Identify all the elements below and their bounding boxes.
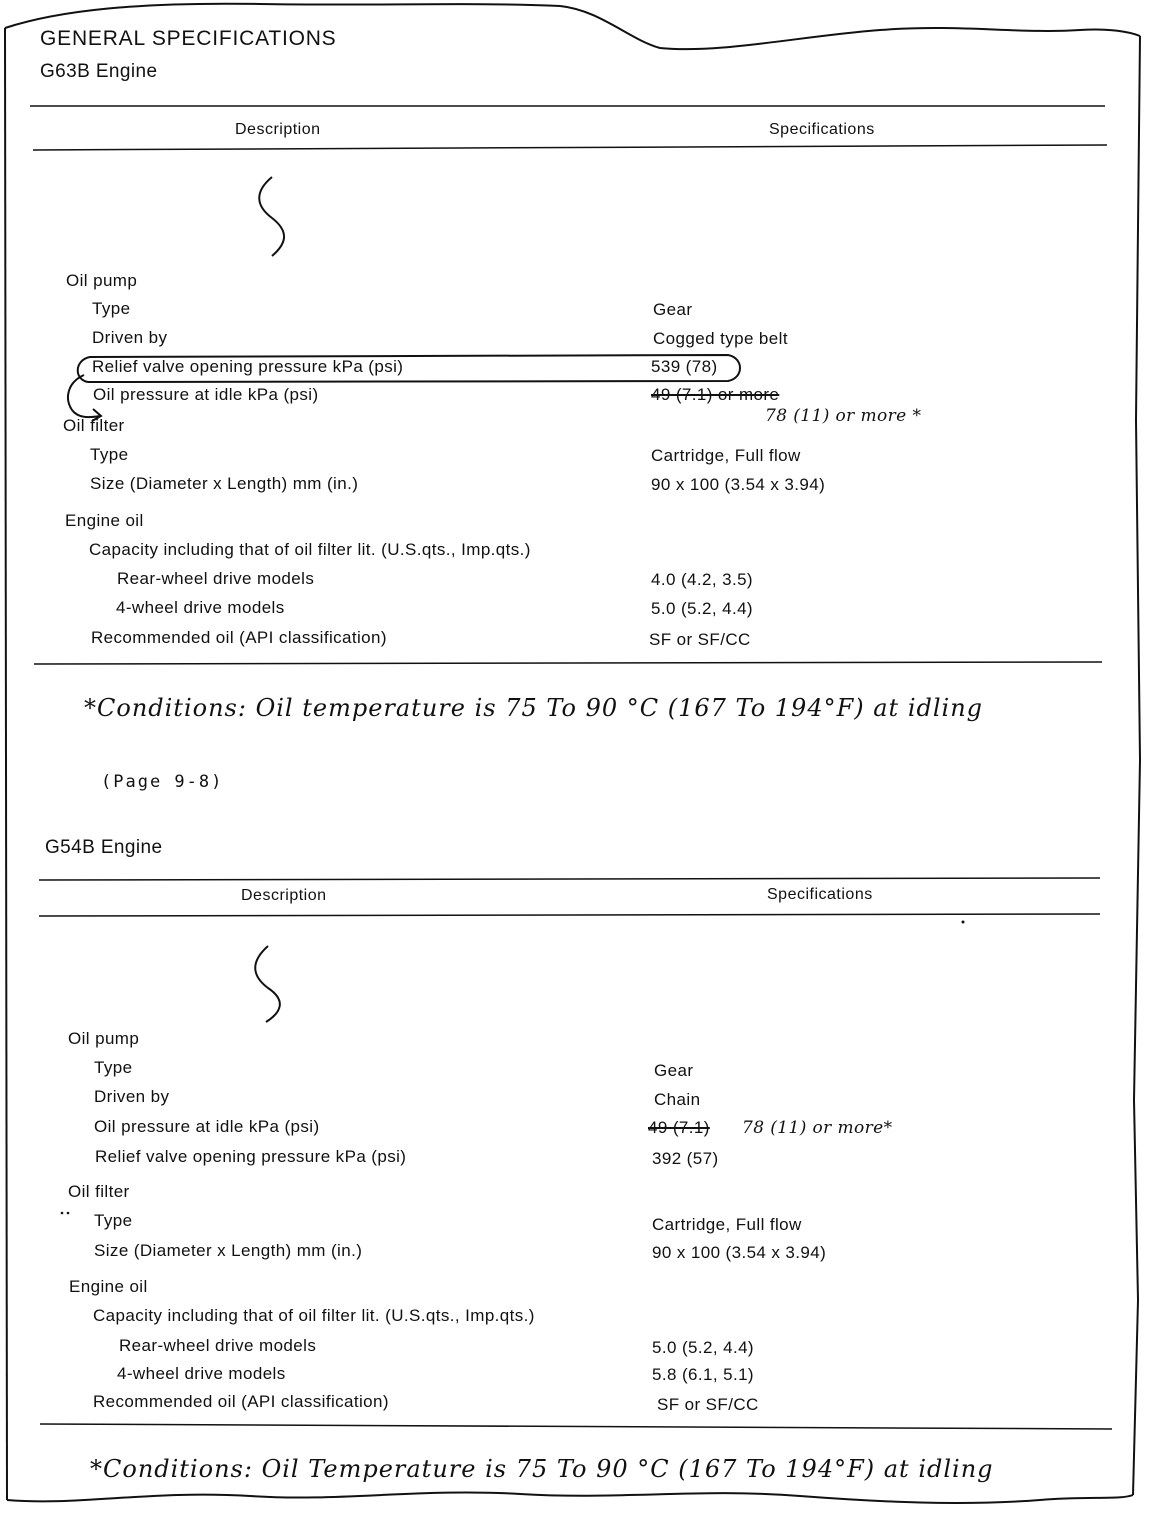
table2-row-value: SF or SF/CC bbox=[657, 1395, 759, 1414]
table2-bottom-rule bbox=[40, 1424, 1112, 1429]
table2-row-value: Gear bbox=[654, 1061, 694, 1080]
table2-top-rule bbox=[39, 878, 1100, 880]
table2-row-label: Oil pump bbox=[68, 1029, 140, 1048]
table1-row-label: Oil pressure at idle kPa (psi) bbox=[93, 385, 319, 404]
page-title: GENERAL SPECIFICATIONS bbox=[40, 27, 337, 50]
left-border bbox=[5, 28, 7, 1500]
table2-row-value: Chain bbox=[654, 1090, 701, 1109]
table1-row-label: Relief valve opening pressure kPa (psi) bbox=[92, 357, 404, 376]
speck bbox=[61, 1212, 64, 1215]
table2-row-value: 90 x 100 (3.54 x 3.94) bbox=[652, 1243, 827, 1262]
table2-row-label: Driven by bbox=[94, 1087, 170, 1106]
table1-specifications-header: Specifications bbox=[769, 121, 875, 138]
table2-handwritten-correction: 78 (11) or more* bbox=[742, 1118, 893, 1138]
table1-row-value: Gear bbox=[653, 300, 693, 319]
table1-row-value: 90 x 100 (3.54 x 3.94) bbox=[651, 475, 826, 494]
right-border bbox=[1133, 36, 1140, 1495]
speck bbox=[67, 1212, 70, 1215]
table1-row-label: Oil filter bbox=[63, 416, 125, 435]
conditions-note: *Conditions: Oil Temperature is 75 To 90 °C (167 To 194°F) at idling bbox=[90, 1455, 994, 1483]
table1-row-label: Engine oil bbox=[65, 511, 144, 530]
table2-row-value: 5.0 (5.2, 4.4) bbox=[652, 1338, 754, 1357]
table2-header-rule bbox=[39, 914, 1100, 916]
table2-row-value-struck: 49 (7.1) bbox=[648, 1118, 710, 1137]
table1-row-label: Oil pump bbox=[66, 271, 138, 290]
table1-header-rule bbox=[33, 145, 1107, 150]
omission-squiggle-icon bbox=[259, 177, 284, 256]
table2-row-value: Cartridge, Full flow bbox=[652, 1215, 802, 1234]
table2-specifications-header: Specifications bbox=[767, 886, 873, 903]
table2-row-label: Engine oil bbox=[69, 1277, 148, 1296]
table1-row-label: 4-wheel drive models bbox=[116, 598, 285, 617]
table2-row-label: Oil filter bbox=[68, 1182, 130, 1201]
table2-row-label: Relief valve opening pressure kPa (psi) bbox=[95, 1147, 407, 1166]
table1-handwritten-correction: 78 (11) or more * bbox=[765, 406, 922, 426]
conditions-note: *Conditions: Oil temperature is 75 To 90 °C (167 To 194°F) at idling bbox=[84, 694, 984, 722]
table2-row-value: 392 (57) bbox=[652, 1149, 719, 1168]
page-reference: (Page 9-8) bbox=[101, 772, 224, 792]
table2-row-value: 5.8 (6.1, 5.1) bbox=[652, 1365, 754, 1384]
table1-row-value: Cogged type belt bbox=[653, 329, 788, 348]
table1-row-value: 539 (78) bbox=[651, 357, 718, 376]
table2-row-label: Type bbox=[94, 1211, 133, 1230]
engine1-name: G63B Engine bbox=[40, 61, 158, 82]
table1-row-label: Capacity including that of oil filter lit. (U.S.qts., Imp.qts.) bbox=[89, 540, 531, 559]
table2-row-label: Rear-wheel drive models bbox=[119, 1336, 317, 1355]
table1-row-value: SF or SF/CC bbox=[649, 630, 751, 649]
torn-bottom-edge bbox=[7, 1492, 1133, 1502]
table1-row-label: Recommended oil (API classification) bbox=[91, 628, 387, 647]
table1-row-value: 5.0 (5.2, 4.4) bbox=[651, 599, 753, 618]
table2-row-label: Capacity including that of oil filter lit. (U.S.qts., Imp.qts.) bbox=[93, 1306, 535, 1325]
table1-description-header: Description bbox=[235, 121, 321, 138]
table2-row-label: Type bbox=[94, 1058, 133, 1077]
table1-row-value-struck: 49 (7.1) or more bbox=[651, 385, 780, 404]
omission-squiggle-icon bbox=[255, 946, 280, 1022]
table1-row-label: Type bbox=[90, 445, 129, 464]
table1-row-value: 4.0 (4.2, 3.5) bbox=[651, 570, 753, 589]
table1-bottom-rule bbox=[34, 662, 1102, 664]
table2-row-label: Oil pressure at idle kPa (psi) bbox=[94, 1117, 320, 1136]
table2-row-label: Recommended oil (API classification) bbox=[93, 1392, 389, 1411]
table2-row-label: Size (Diameter x Length) mm (in.) bbox=[94, 1241, 363, 1260]
table1-row-label: Rear-wheel drive models bbox=[117, 569, 315, 588]
speck bbox=[962, 921, 965, 924]
engine2-name: G54B Engine bbox=[45, 837, 163, 858]
table1-row-label: Type bbox=[92, 299, 131, 318]
table2-row-label: 4-wheel drive models bbox=[117, 1364, 286, 1383]
table1-row-label: Size (Diameter x Length) mm (in.) bbox=[90, 474, 359, 493]
table2-description-header: Description bbox=[241, 887, 327, 904]
table1-row-label: Driven by bbox=[92, 328, 168, 347]
table1-row-value: Cartridge, Full flow bbox=[651, 446, 801, 465]
